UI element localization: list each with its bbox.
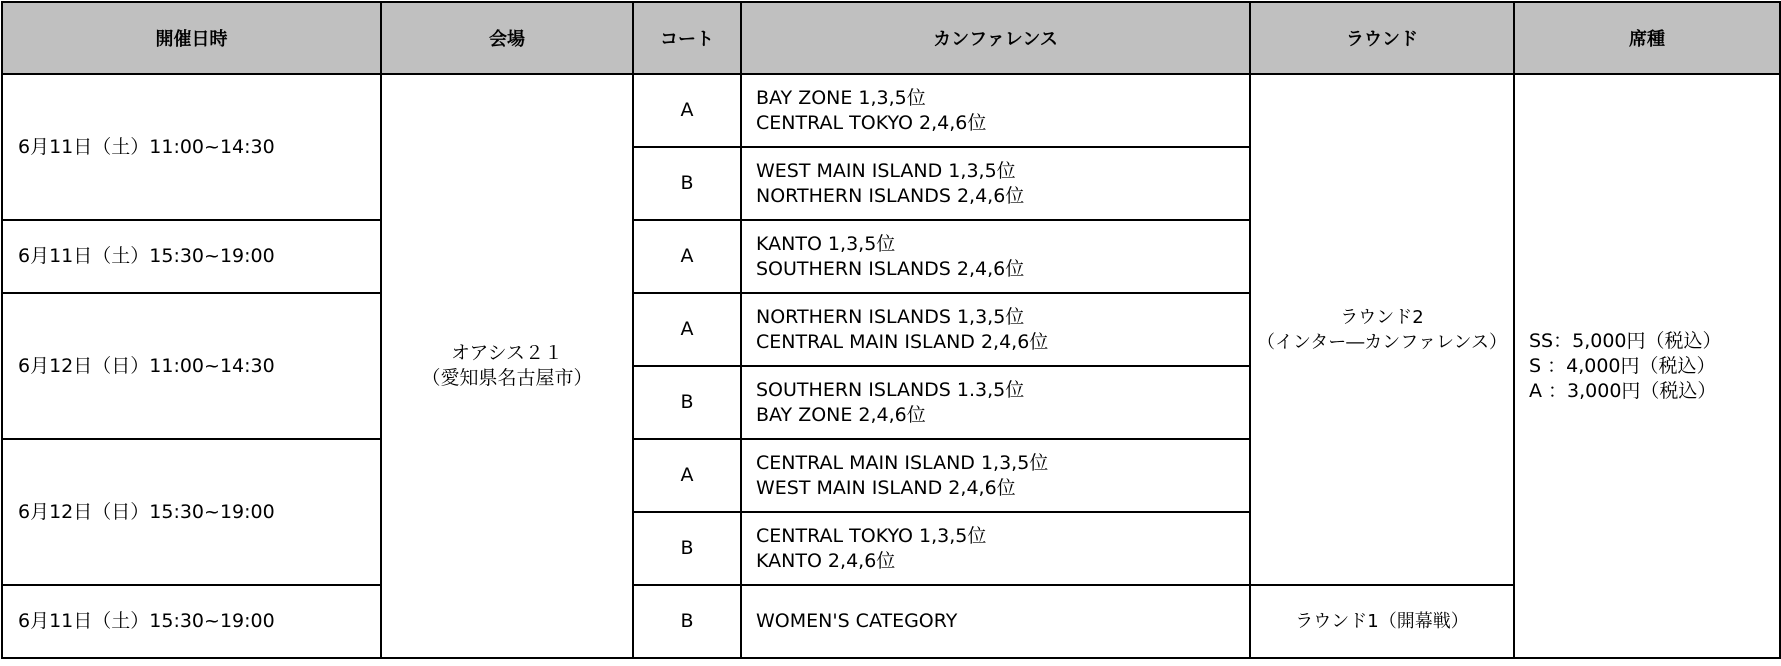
conference-line: CENTRAL MAIN ISLAND 1,3,5位 xyxy=(756,451,1049,474)
date-cell: 6月12日（日）15:30~19:00 xyxy=(2,439,381,585)
conference-line: NORTHERN ISLANDS 2,4,6位 xyxy=(756,184,1025,207)
court-cell: B xyxy=(633,366,741,439)
conference-line: SOUTHERN ISLANDS 1.3,5位 xyxy=(756,378,1025,401)
court-cell: A xyxy=(633,439,741,512)
conference-line: CENTRAL TOKYO 2,4,6位 xyxy=(756,111,987,134)
court-cell: A xyxy=(633,293,741,366)
round1-cell: ラウンド1（開幕戦） xyxy=(1250,585,1514,658)
round2-sublabel: （インター―カンファレンス） xyxy=(1257,331,1507,353)
header-round: ラウンド xyxy=(1250,2,1514,74)
seat-price: S ：4,000円（税込） xyxy=(1529,354,1716,377)
conference-line: NORTHERN ISLANDS 1,3,5位 xyxy=(756,305,1025,328)
court-cell: B xyxy=(633,585,741,658)
conference-line: SOUTHERN ISLANDS 2,4,6位 xyxy=(756,257,1025,280)
conference-cell xyxy=(741,74,1250,147)
court-cell: B xyxy=(633,147,741,220)
conference-line: KANTO 1,3,5位 xyxy=(756,232,896,255)
date-cell: 6月12日（日）11:00~14:30 xyxy=(2,293,381,439)
court-cell: A xyxy=(633,220,741,293)
header-court: コート xyxy=(633,2,741,74)
header-conference: カンファレンス xyxy=(741,2,1250,74)
conference-line: CENTRAL MAIN ISLAND 2,4,6位 xyxy=(756,330,1049,353)
header-seat: 席種 xyxy=(1514,2,1780,74)
conference-line: WEST MAIN ISLAND 1,3,5位 xyxy=(756,159,1016,182)
conference-cell xyxy=(741,293,1250,366)
seat-price: SS：5,000円（税込） xyxy=(1529,329,1722,352)
seat-cell xyxy=(1514,74,1780,658)
conference-line: CENTRAL TOKYO 1,3,5位 xyxy=(756,524,987,547)
conference-cell xyxy=(741,512,1250,585)
conference-cell xyxy=(741,147,1250,220)
round2-label: ラウンド2 xyxy=(1340,306,1424,328)
date-cell: 6月11日（土）15:30~19:00 xyxy=(2,220,381,293)
conference-line: BAY ZONE 1,3,5位 xyxy=(756,86,926,109)
conference-cell xyxy=(741,220,1250,293)
conference-line: KANTO 2,4,6位 xyxy=(756,549,896,572)
table-row xyxy=(2,585,1780,658)
conference-line: BAY ZONE 2,4,6位 xyxy=(756,403,926,426)
court-cell: B xyxy=(633,512,741,585)
date-cell: 6月11日（土）15:30~19:00 xyxy=(2,585,381,658)
conference-line: WEST MAIN ISLAND 2,4,6位 xyxy=(756,476,1016,499)
conference-line: WOMEN'S CATEGORY xyxy=(756,610,958,632)
header-row xyxy=(2,2,1780,74)
conference-cell xyxy=(741,585,1250,658)
header-date: 開催日時 xyxy=(2,2,381,74)
seat-price: A ：3,000円（税込） xyxy=(1529,379,1717,402)
header-venue: 会場 xyxy=(381,2,633,74)
court-cell: A xyxy=(633,74,741,147)
date-cell: 6月11日（土）11:00~14:30 xyxy=(2,74,381,220)
schedule-table-container xyxy=(1,1,1781,659)
round2-cell xyxy=(1250,74,1514,585)
venue-name: オアシス２１ xyxy=(450,342,564,364)
venue-location: （愛知県名古屋市） xyxy=(421,367,593,389)
table-row xyxy=(2,74,1780,147)
venue-cell xyxy=(381,74,633,658)
conference-cell xyxy=(741,439,1250,512)
schedule-table xyxy=(1,1,1781,659)
conference-cell xyxy=(741,366,1250,439)
